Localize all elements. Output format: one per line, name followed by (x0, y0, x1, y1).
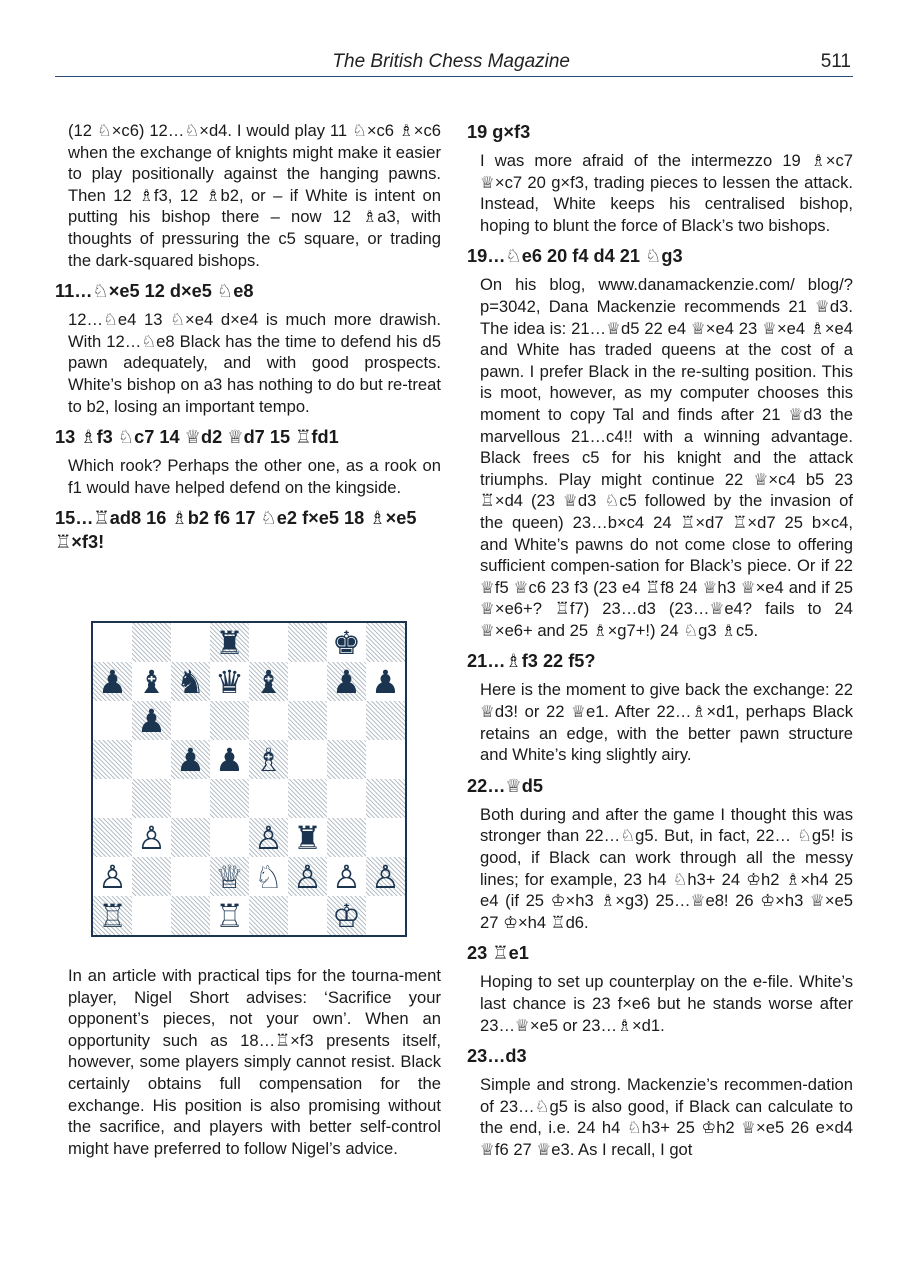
paragraph: In an article with practical tips for the tourna-ment player, Nigel Short advises: ‘Sacrifice your opponent’s pieces, not your own’. When an opportunity such as 18…♖×f3 presents itself, however, some players simply cannot resist. Black certainly obtains full compensation for the exchange. His position is also promising without the sacrifice, and players with better self-control might have preferred to follow Nigel’s advice. (68, 966, 441, 1158)
chess-piece: ♖ (215, 896, 244, 935)
chess-piece: ♙ (371, 857, 400, 896)
square-h6 (366, 701, 405, 740)
chess-piece: ♙ (332, 857, 361, 896)
square-c7 (171, 662, 210, 701)
paragraph: Which rook? Perhaps the other one, as a rook on f1 would have helped defend on the kingside. (68, 456, 441, 497)
chess-piece: ♖ (98, 896, 127, 935)
move-heading: 11…♘×e5 12 d×e5 ♘e8 (55, 281, 254, 302)
square-c2 (171, 857, 210, 896)
square-e8 (249, 623, 288, 662)
square-g7 (327, 662, 366, 701)
chess-piece: ♔ (332, 896, 361, 935)
square-f5 (288, 740, 327, 779)
chess-piece: ♟ (215, 740, 244, 779)
square-b5 (132, 740, 171, 779)
chess-piece: ♟ (137, 701, 166, 740)
square-a2 (93, 857, 132, 896)
square-d1 (210, 896, 249, 935)
square-b2 (132, 857, 171, 896)
square-h4 (366, 779, 405, 818)
chess-piece: ♟ (371, 662, 400, 701)
square-b4 (132, 779, 171, 818)
chess-piece: ♙ (98, 857, 127, 896)
square-e3 (249, 818, 288, 857)
square-d4 (210, 779, 249, 818)
chess-piece: ♗ (254, 740, 283, 779)
square-g2 (327, 857, 366, 896)
move-heading: 23…d3 (467, 1046, 527, 1067)
square-h8 (366, 623, 405, 662)
square-f2 (288, 857, 327, 896)
square-h2 (366, 857, 405, 896)
move-heading: 19…♘e6 20 f4 d4 21 ♘g3 (467, 246, 683, 267)
square-d5 (210, 740, 249, 779)
square-f8 (288, 623, 327, 662)
square-f7 (288, 662, 327, 701)
square-a6 (93, 701, 132, 740)
square-a7 (93, 662, 132, 701)
square-h1 (366, 896, 405, 935)
square-d8 (210, 623, 249, 662)
page-header (55, 46, 853, 77)
square-b3 (132, 818, 171, 857)
chess-piece: ♝ (254, 662, 283, 701)
square-e7 (249, 662, 288, 701)
square-f4 (288, 779, 327, 818)
square-e6 (249, 701, 288, 740)
square-c3 (171, 818, 210, 857)
square-g5 (327, 740, 366, 779)
square-c5 (171, 740, 210, 779)
magazine-title: The British Chess Magazine (332, 51, 570, 72)
chess-piece: ♙ (293, 857, 322, 896)
square-d6 (210, 701, 249, 740)
paragraph: Hoping to set up counterplay on the e-file. White’s last chance is 23 f×e6 but he stands worse after 23…♕×e5 or 23…♗×d1. (480, 972, 853, 1035)
chess-piece: ♙ (254, 818, 283, 857)
chess-piece: ♝ (137, 662, 166, 701)
move-heading: 22…♕d5 (467, 775, 543, 796)
paragraph: Both during and after the game I thought this was stronger than 22…♘g5. But, in fact, 22… ♘g5! is good, if Black can work through all the messy lines; for example, 23 h4 ♘h3+ 24 ♔h2 ♗×h4 25 e4 (if 25 ♔×h3 ♗×g3) 25…♕e8! 26 ♔×h3 ♕×e5 27 ♔×h4 ♖d6. (480, 804, 853, 932)
move-heading: 23 ♖e1 (467, 943, 529, 964)
paragraph: Here is the moment to give back the exchange: 22 ♕d3! or 22 ♕e1. After 22…♗×d1, perhaps Black retains an edge, with the better pawn structure and White’s king slightly airy. (480, 680, 853, 765)
chess-piece: ♞ (176, 662, 205, 701)
square-h5 (366, 740, 405, 779)
move-heading: 21…♗f3 22 f5? (467, 651, 596, 672)
move-heading: 15…♖ad8 16 ♗b2 f6 17 ♘e2 f×e5 18 ♗×e5 ♖×f3! (55, 508, 417, 553)
square-b1 (132, 896, 171, 935)
move-heading: 19 g×f3 (467, 122, 531, 142)
square-g1 (327, 896, 366, 935)
left-column-bottom (68, 965, 441, 1159)
chess-piece: ♚ (332, 623, 361, 662)
square-f1 (288, 896, 327, 935)
square-g3 (327, 818, 366, 857)
square-c4 (171, 779, 210, 818)
left-column (55, 120, 441, 560)
chess-piece: ♟ (98, 662, 127, 701)
chess-piece: ♜ (215, 623, 244, 662)
square-a3 (93, 818, 132, 857)
chess-piece: ♙ (137, 818, 166, 857)
square-e2 (249, 857, 288, 896)
right-column (467, 120, 853, 1161)
square-b6 (132, 701, 171, 740)
square-g6 (327, 701, 366, 740)
paragraph: 12…♘e4 13 ♘×e4 d×e4 is much more drawish. With 12…♘e8 Black has the time to defend his d5 pawn adequately, and with good prospects. White’s bishop on a3 has nothing to do but re-treat to b2, losing an important tempo. (68, 310, 441, 416)
square-a5 (93, 740, 132, 779)
square-d7 (210, 662, 249, 701)
chess-piece: ♕ (215, 857, 244, 896)
paragraph: I was more afraid of the intermezzo 19 ♗×c7 ♕×c7 20 g×f3, trading pieces to lessen the attack. Instead, White keeps his centralised bishop, hoping to blunt the force of Black’s two bishops. (480, 151, 853, 235)
chess-piece: ♘ (254, 857, 283, 896)
square-b7 (132, 662, 171, 701)
square-d2 (210, 857, 249, 896)
chess-piece: ♟ (176, 740, 205, 779)
paragraph: (12 ♘×c6) 12…♘×d4. I would play 11 ♘×c6 ♗×c6 when the exchange of knights might make it easier to play positionally against the hanging pawns. Then 12 ♗f3, 12 ♗b2, or – if White is intent on putting his bishop there – now 12 ♗a3, with thoughts of pressuring the c5 square, or trading the dark-squared bishops. (68, 121, 441, 270)
square-d3 (210, 818, 249, 857)
square-g4 (327, 779, 366, 818)
chess-diagram (91, 621, 407, 937)
square-h3 (366, 818, 405, 857)
square-e1 (249, 896, 288, 935)
square-b8 (132, 623, 171, 662)
square-g8 (327, 623, 366, 662)
square-c6 (171, 701, 210, 740)
square-e5 (249, 740, 288, 779)
square-c1 (171, 896, 210, 935)
square-f3 (288, 818, 327, 857)
square-a4 (93, 779, 132, 818)
square-a8 (93, 623, 132, 662)
page-number: 511 (820, 51, 851, 72)
chess-piece: ♛ (215, 662, 244, 701)
square-e4 (249, 779, 288, 818)
chess-piece: ♟ (332, 662, 361, 701)
square-a1 (93, 896, 132, 935)
paragraph: On his blog, www.danamackenzie.com/ blog/?p=3042, Dana Mackenzie recommends 21 ♕d3. The idea is: 21…♕d5 22 e4 ♕×e4 23 ♕×e4 ♗×e4 and White has traded queens at the cost of a pawn. I prefer Black in the re-sulting position. This is moot, however, as my computer chooses this moment to copy Tal and finds after 21 ♕d3 the marvellous 21…c4!! with a winning advantage. Black frees c5 for his knight and the attack triumphs. Play might continue 22 ♕×c4 b5 23 ♖×d4 (23 ♕d3 ♘c5 followed by the invasion of the queen) 23…b×c4 24 ♖×d7 ♖×d7 25 b×c4, and White’s pawns do not come close to offering sufficient compen-sation for Black’s piece. Or if 22 ♕f5 ♕c6 23 f3 (23 e4 ♖f8 24 ♕h3 ♕×e4 and if 25 ♕×e6+? ♖f7) 23…d3 (23…♕e4? fails to 24 ♕×e6+ and 25 ♗×g7+!) 24 ♘g3 ♗c5. (480, 275, 853, 640)
square-h7 (366, 662, 405, 701)
move-heading: 13 ♗f3 ♘c7 14 ♕d2 ♕d7 15 ♖fd1 (55, 427, 339, 448)
chess-piece: ♜ (293, 818, 322, 857)
square-c8 (171, 623, 210, 662)
square-f6 (288, 701, 327, 740)
paragraph: Simple and strong. Mackenzie’s recommen-dation of 23…♘g5 is also good, if Black can calculate to the end, i.e. 24 h4 ♘h3+ 25 ♔h2 ♕×e5 26 e×d4 ♕f6 27 ♕e3. As I recall, I got (480, 1075, 853, 1159)
chess-board (91, 621, 407, 937)
